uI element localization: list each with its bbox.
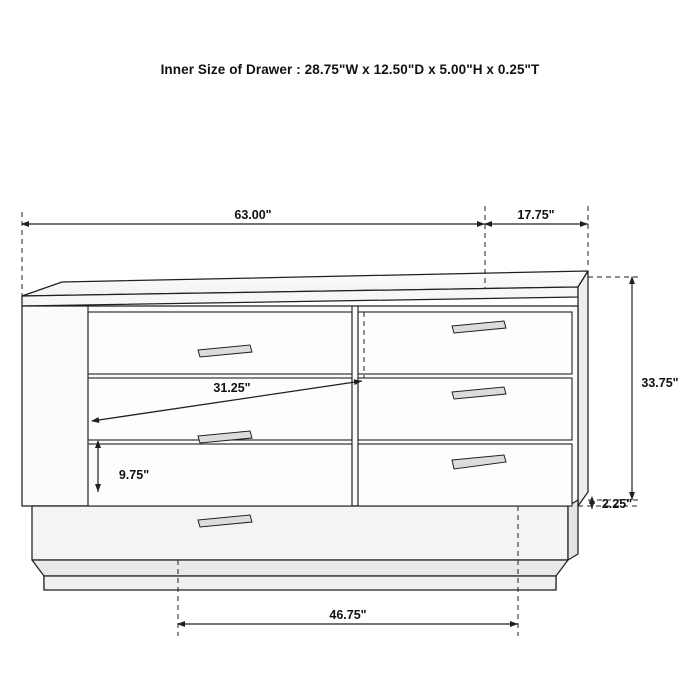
dim-overall-width bbox=[22, 208, 485, 224]
dim-base-height bbox=[592, 497, 632, 511]
dim-label-height: 33.75" bbox=[641, 376, 679, 390]
dim-base-width bbox=[178, 608, 518, 624]
dim-label-depth: 17.75" bbox=[517, 208, 555, 222]
drawer-front bbox=[358, 444, 572, 506]
dim-label-base-height: 2.25" bbox=[601, 497, 633, 511]
drawer-grid bbox=[88, 312, 572, 506]
dim-label-width: 63.00" bbox=[234, 208, 272, 222]
dim-depth bbox=[485, 208, 588, 224]
drawer-front bbox=[358, 312, 572, 374]
dim-label-inner-width: 31.25" bbox=[213, 381, 251, 395]
page-title: Inner Size of Drawer : 28.75"W x 12.50"D x 5.00"H x 0.25"T bbox=[160, 62, 540, 77]
drawer-front bbox=[88, 312, 352, 374]
dim-label-drawer-height: 9.75" bbox=[118, 468, 150, 482]
dim-label-base-width: 46.75" bbox=[329, 608, 367, 622]
dim-overall-height bbox=[632, 277, 679, 500]
drawer-front bbox=[358, 378, 572, 440]
